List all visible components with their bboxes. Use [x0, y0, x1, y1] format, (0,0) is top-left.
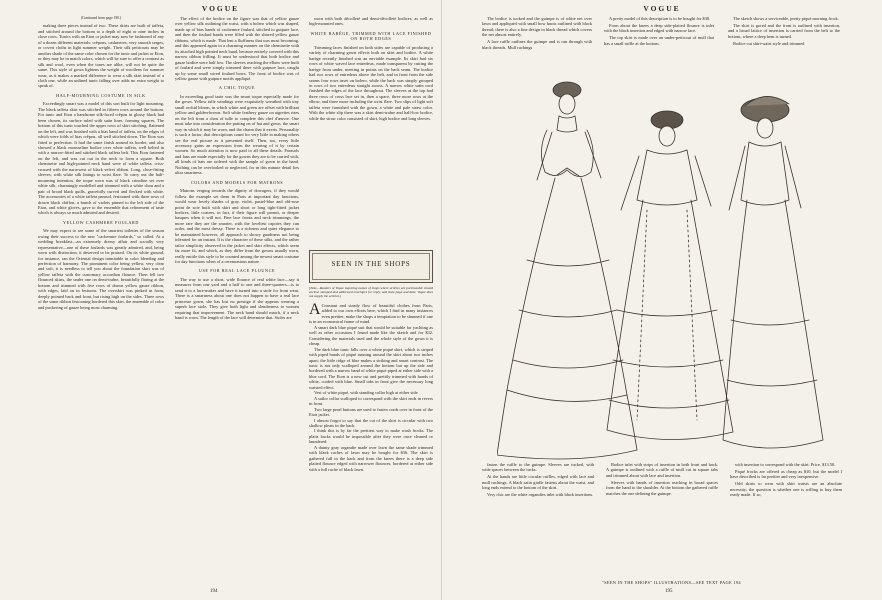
masthead-right: VOGUE	[643, 4, 681, 13]
figure-right	[723, 96, 823, 448]
left-column-2	[175, 16, 299, 574]
section-heading: YELLOW CASHMERE FOULARD	[62, 219, 140, 225]
paragraph: fasten the ruffle to the guimpe. Sleeves are tucked, with wide spaces between the tucks.	[482, 462, 594, 473]
paragraph: Trimming laces finished on both sides are capable of producing a variety of charming gown effects both on skirt and bodice. A white barège recently finished was an enviable example. Its skirt had six rows of white waved lace entredeux, made transparent by cutting the barège from under, meeting in points on the back seam. The bodice had two rows of entredeux above the belt, and in front from the side seams four rows inset on bolero, while the back was simply grouped in rows of two entredeux straight across. A narrow white satin cord finished the edges of the lace throughout. The sleeves at the top had three rows of cross lace set in, then a space, three more rows at the elbow, and three more including the wrist flare. Two slips of light soft taffeta were furnished with the gown, a white and pale straw color. With the white slip there was a skirt demi-traîne and half-low bodice, while the straw color consisted of skirt, high bodice and long sleeves.	[309, 44, 433, 121]
page-number-left: 194	[210, 589, 218, 594]
paragraph: Piqué frocks are offered as cheap as $10, but the model I have described is far prettier and very inexpensive.	[730, 468, 842, 480]
paragraph: Two large pearl buttons are used to fasten cords over in front of the Eton jacket.	[309, 406, 433, 418]
paragraph: Odd skirts to wear with shirt waists are an absolute necessity; the question is whether one is willing to buy them ready made. If so,	[730, 481, 842, 498]
seen-in-the-shops-box	[309, 250, 433, 283]
paragraph: worn with both décolleté and demi-décolleté bodices, as well as high-mounted ones.	[309, 16, 433, 27]
figure-left	[497, 82, 637, 459]
paragraph: A dainty gray organdie made over lawn the same shade trimmed with black ruches of lawn may be bought for $36. The skirt is gathered full in the back and from the knees there is a deep side plaited flounce edged with narrower flounces, bordered at either side with a full ruche of black lawn.	[309, 444, 433, 472]
paragraph: Exceedingly smart was a model of this sort built for light mourning. The black taffeta skirt was stitched in fifteen rows around the bottom. For tunic and Eton a handsome silk-faced crêpon in glossy black had been chosen, its surface ruled with satin lines, forming squares. The bottom of this tunic touched the upper rows of skirt stitching, flattened on the left, and was finished with a bias band of taffeta, on the edges of which were folds of bias crêpon, all well stitched down. The Eton was fitted to perfection. It had the same finish around its border, and also showed a black mousseline bodice over white taffeta, well belted in with a narrow-fitted and stitched black taffeta belt. This Eton fastened on the left, and was cut out in the neck to form a square. Both chemisette and high-pointed neck band were of white taffeta, criss-crossed with the narrowest of black velvet ribbon. Long, close-fitting sleeves, with white silk linings to wrist flare. To carry out the half-mourning intention, the toque worn was of black crinoline set over white silk, charmingly modelled and trimmed with a white chou and a pair of broad black quills, gracefully curved and flecked with white. The accessories of a white taffeta parasol, festooned with three rows of drawn black chiffon, a bunch of violets pinned to the left side of the Eton, and white gloves, gave to the ensemble that refinement of taste which is always so much admired and desired.	[38, 101, 164, 216]
paragraph: making three pieces instead of two. These skirts are built of taffeta, and stitched around the bottom to a depth of eight or nine inches in close rows. Tunics with an Eton or jacket may now be fashioned of any of a dozen different materials: crêpons, cashmeres, very smooth serges, or covert cloths in light summer weight. Their silk petticoats may be another shade of the same color chosen for the tunic and jacket or Eton, or they may be in match colors, which will be sure to offer a contrast as silk and wool, even when the tones are alike, will not be quite the same. This style of gown lightens the weight of woollens for summer wear, as it makes a marked difference to wear a silk skirt instead of a cloth one, while an unlined tunic falling over adds no extra weight to speak of.	[38, 23, 164, 89]
paragraph: A sailor collar scalloped to correspond with the skirt ends in revers in front.	[309, 395, 433, 407]
fashion-illustration	[497, 60, 837, 460]
right-page	[441, 0, 882, 600]
right-top-column-3	[728, 16, 840, 60]
paragraph: Bodice inlet with strips of insertion in both front and back. A guimpe is outlined with a ruffle of mull cut in square tabs and trimmed about with lace and insertion.	[606, 462, 718, 478]
paragraph: A lace ruffle outlines the guimpe and is run through with black threads. Mull ruchings	[482, 39, 592, 50]
reader-note: [Note—Readers of Vogue inquiring names of shops where articles are purchasable should enclose stamped and addressed envelopes for reply, and state page and date. Vogue does not supply the articles.]	[309, 286, 433, 298]
paragraph: Very chic are the white organdies inlet with black insertions.	[487, 492, 594, 498]
paragraph: Sleeves with bands of insertion reaching in broad spaces from the hand to the shoulder. At the bottom the gathered ruffle matches the one defining the guimpe.	[606, 479, 718, 496]
box-title: SEEN IN THE SHOPS	[331, 260, 411, 268]
right-bottom-column-1	[482, 462, 594, 520]
left-column-1	[38, 16, 164, 574]
paragraph: We may expect to see some of the smartest toilettes of the season owing their success to the new "cachemire foulards," so called. At a wedding breakfast—an extremely dressy affair and socially very representative—one of these foulards was greatly admired, and, being worn with distinction, it deserved to be praised. On its white ground, for instance, ran the Oriental design inimitable in color blending and perfection of harmony. The prominent color being yellow, very clear and soft, it is needless to tell you about the foundation skirt was of yellow taffeta with the customary accordion flounce. Then fell two flounced skirts, the under one on demi-traîne, beautifully flaring at the bottom and trimmed with five rows of drawn yellow gauze ribbon, with edges, laid on in festoons. The overskirt was pinked in form, deeply pointed back and front, but rising high on the sides. Three rows of the same ribbon festooning bordered this skirt, the ensemble of color and puckering of gauze being most charming.	[38, 228, 164, 310]
paragraph: I think this is by far the prettiest way to make wash frocks. The plaits backs would be impossible after they were once cleaned or laundered.	[309, 428, 433, 445]
paragraph: Constant and steady flow of beautiful clothes from Paris, added to our own efforts here, which I find in many instances even prettier, make the shops a temptation to be shunned if one is in an economical frame of mind.	[309, 303, 433, 325]
continued-note: (Continued from page 190.)	[80, 16, 122, 20]
paragraph: The bodice is tucked and the guimpe is of white net over lawn and appliquéd with small bow knots outlined with black thread; there is also a fine design in black thread which covers the net almost entirely.	[482, 16, 592, 38]
right-top-column-1	[482, 16, 592, 60]
paragraph: Matrons verging towards the dignity of dowagers, if they would follow the example set them in Paris at important day functions, would wear lovely shades of gray, violet, pastel-blue and old-rose point de soie built with skirt and short or long tight-fitted jacket bodices, little coatees, in fact, if their figure will permit, or deeper basques when it will not. Fine lace fronts and neck trimmings, the more rare they are the smarter, with the loveliest capotes they can order, and the most dressy. There is a richness and quiet elegance to be maintained however, all approach to showy gaudiness not being tolerated for an instant. It is the character of these silks, and the rather tailor simplicity observed in the jacket and skirt effects, which seem far more fit, and which, as they differ from the gowns usually worn, really entitle this style to be counted among the newest smart costume for day functions when of a ceremonious nature.	[175, 188, 299, 265]
paragraph: The way to use a short, wide flounce of real white lace—say it measures from one yard and a half to one and three-quarters—is to send it to a lace-maker and have it turned into a stole for front wear. There is a smartness about one does not happen to have a real lace princesse gown, she has lost no prestige if she appears wearing a superb lace stole. They give both light and slenderness to women requiring that improvement. The neck band should match, if a neck band is worn. The length of the lace will determine that. Stoles are	[175, 276, 299, 321]
paragraph: From about the knees a deep side-plaited flounce is inlet with the black insertion and edged with narrow lace.	[604, 22, 714, 34]
drop-cap: A	[309, 303, 321, 318]
paragraph: with insertion to correspond with the skirt. Price, $13.50.	[735, 462, 836, 467]
paragraph: In exceeding good taste was the smart toque especially made for the gown. Yellow tulle windings were exquisitely wreathed with tiny small orchid bloom, in which white and green are offset with brilliant yellow and golden-brown. Soft white feathery gauze on aigrettes rises on the left from a chou of tulle to complete this chef d'œuvre. One must take into consideration the putting on of hat and gown, the smart way in which it may be worn, and the charm that it exerts. Personality is such a factor, that descriptions count for very little in making others see the real picture as it presented itself. Then, too, every little accessory gains an expression from the wearing of it by certain women. So much attention is now paid to all these details. Parasols and fans are made especially for the gowns they are to be carried with, all kinds of hats are ordered with the sample of gown in the hand. Nothing can be overlooked or neglected, for in this minute detail lies ultra smartness.	[175, 93, 299, 176]
section-heading: COLORS AND MODELS FOR MATRONS	[190, 179, 284, 185]
illustration-caption: "SEEN IN THE SHOPS" ILLUSTRATIONS—SEE TEXT PAGE 194	[602, 580, 741, 585]
paragraph: A pretty model of this description is to be bought for $38.	[609, 16, 711, 21]
section-heading: HALF-MOURNING COSTUME IN SILK	[56, 92, 146, 98]
paragraph: The effect of the bodice on the figure was that of yellow gauze over yellow silk outlining the waist, with a bolero which was shaped, made up of bias bands of cachemire foulard, stitched to guipure lace, and then the foulard bands were filled with the shirred yellow gauze ribbons, which is made. That lent a fluffiness that was most becoming, and this appeared again in a charming manner on the chemisette with its attached high pointed neck band, because entirely covered with this narrow ribbon frilling. It must be understood that both bodice and gauze bodice were half low. The sleeves reaching the elbow were built of foulard and were simply trimmed there with guipure lace, caught up by some small wired foulard bows. The front of bodice was of yellow gauze with guipure motifs appliqué.	[175, 16, 299, 81]
paragraph: Vest of white piqué, with standing collar high at either side.	[314, 390, 419, 396]
paragraph: The dark blue tunic falls over a white piqué skirt, which is striped with piped bands of piqué running around the skirt about two inches apart; the little ridge of blue makes a striking and smart contrast. The tunic is not only scalloped around the bottom but up the side and bordered with a narrow band of white piqué piped at either side with a blue cord. The Eton is a new cut and prettily trimmed with bands of white, corded with blue. Small tabs in front give the necessary long waisted effect.	[309, 346, 433, 390]
section-heading: WHITE BARÈGE, TRIMMED WITH LACE FINISHED ON BOTH EDGES	[310, 30, 432, 42]
section-heading: USE FOR REAL LACE FLOUNCE	[198, 268, 276, 274]
right-bottom-column-2	[606, 462, 718, 520]
left-column-3	[309, 16, 433, 246]
paragraph: I almost forgot to say that the cut of the skirt is circular with two shallow pleats in the back.	[309, 417, 433, 428]
shops-article	[309, 303, 433, 585]
paragraph: The sketch shows a serviceable, pretty piqué morning frock.	[733, 16, 839, 21]
section-heading: A CHIC TOQUE	[218, 85, 256, 91]
right-bottom-column-3	[730, 462, 842, 524]
paragraph: The top skirt is made over an under-petticoat of mull that has a small ruffle at the bottom.	[604, 35, 714, 46]
paragraph: Bodice cut shirt-waist style and trimmed	[733, 40, 805, 46]
right-top-column-2	[604, 16, 714, 60]
page-number-right: 195	[665, 589, 673, 594]
paragraph: The skirt is gored and the front is outlined with insertion, and a broad lattice of insertion is carried from the belt to the bottom, where a deep hem is turned.	[728, 22, 840, 39]
paragraph: A smart dark blue piqué suit that would be suitable for yachting as well as other occasions I found made like the sketch and for $32. Considering the materials used and the whole style of the gown it is cheap.	[309, 324, 433, 347]
paragraph: At the hands are little circular ruffles, edged with lace and mull ruchings. A black satin girdle fastens about the waist, and long ends extend to the bottom of the skirt.	[482, 474, 594, 491]
masthead-left: VOGUE	[201, 4, 240, 13]
